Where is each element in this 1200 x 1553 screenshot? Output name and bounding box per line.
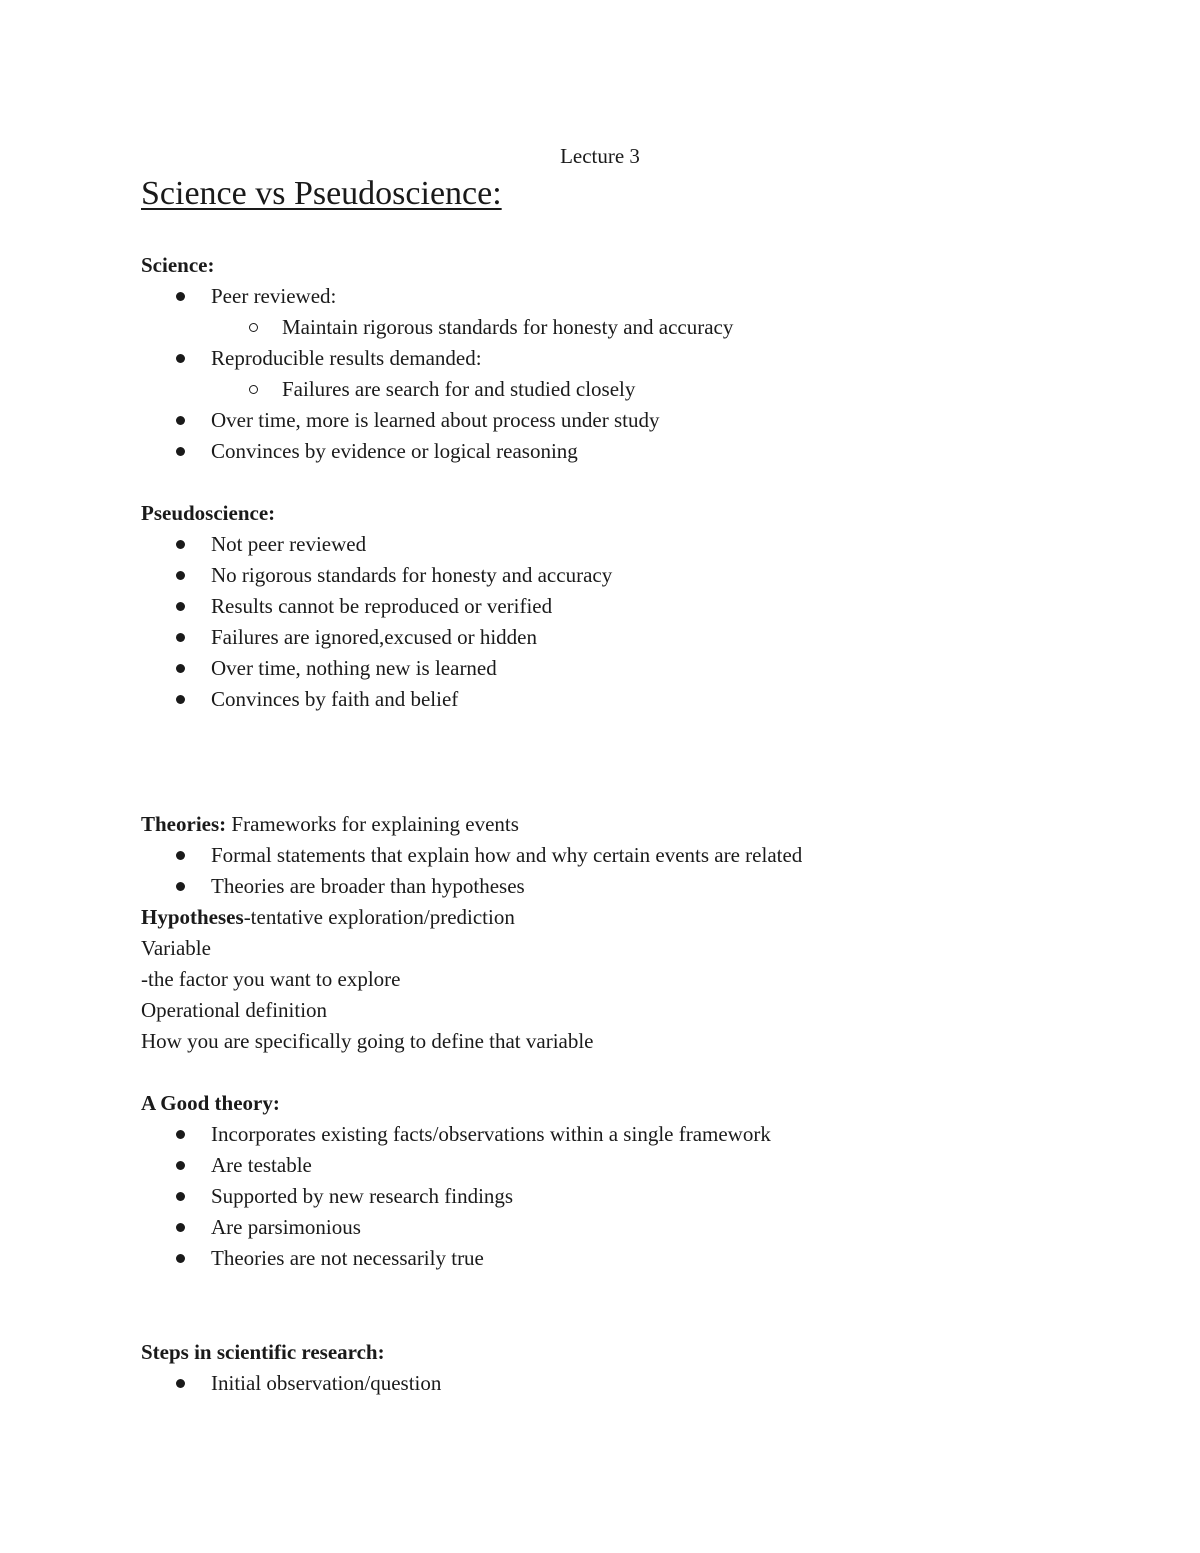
list-item: Supported by new research findings bbox=[176, 1181, 185, 1212]
operational-text: How you are specifically going to define that variable bbox=[141, 1029, 594, 1053]
list-item: Results cannot be reproduced or verified bbox=[176, 591, 185, 622]
bullet-icon bbox=[176, 695, 185, 704]
bullet-icon bbox=[176, 1379, 185, 1388]
bullet-icon bbox=[176, 664, 185, 673]
bullet-icon bbox=[176, 354, 185, 363]
bullet-icon bbox=[176, 1192, 185, 1201]
list-item: Are parsimonious bbox=[176, 1212, 185, 1243]
variable-label: Variable bbox=[141, 936, 211, 960]
sub-list-item: Failures are search for and studied closely bbox=[249, 374, 258, 405]
list-item: Are testable bbox=[176, 1150, 185, 1181]
bullet-icon bbox=[176, 292, 185, 301]
theories-text: Frameworks for explaining events bbox=[226, 812, 519, 836]
bullet-icon bbox=[176, 571, 185, 580]
bullet-icon bbox=[176, 416, 185, 425]
theories-label: Theories: bbox=[141, 812, 227, 836]
list-item: Over time, nothing new is learned bbox=[176, 653, 185, 684]
hypotheses-text: -tentative exploration/prediction bbox=[243, 905, 515, 929]
hypotheses-line bbox=[141, 902, 515, 933]
bullet-icon bbox=[176, 633, 185, 642]
list-item: No rigorous standards for honesty and accuracy bbox=[176, 560, 185, 591]
science-heading: Science: bbox=[141, 253, 215, 277]
good-theory-heading: A Good theory: bbox=[141, 1091, 280, 1115]
pseudoscience-heading: Pseudoscience: bbox=[141, 501, 276, 525]
list-item: Over time, more is learned about process under study bbox=[176, 405, 185, 436]
document-title: Science vs Pseudoscience: bbox=[141, 175, 502, 212]
bullet-icon bbox=[176, 851, 185, 860]
bullet-icon bbox=[176, 1223, 185, 1232]
list-item: Formal statements that explain how and why certain events are related bbox=[176, 840, 185, 871]
document-header: Lecture 3 bbox=[560, 144, 640, 168]
bullet-icon bbox=[176, 882, 185, 891]
bullet-icon bbox=[176, 1254, 185, 1263]
list-item: Convinces by evidence or logical reasoning bbox=[176, 436, 185, 467]
list-item: Convinces by faith and belief bbox=[176, 684, 185, 715]
operational-label: Operational definition bbox=[141, 998, 328, 1022]
bullet-icon bbox=[176, 447, 185, 456]
hollow-bullet-icon bbox=[249, 323, 258, 332]
hypotheses-label: Hypotheses bbox=[141, 905, 244, 929]
bullet-icon bbox=[176, 540, 185, 549]
list-item: Theories are broader than hypotheses bbox=[176, 871, 185, 902]
bullet-icon bbox=[176, 1130, 185, 1139]
bullet-icon bbox=[176, 1161, 185, 1170]
bullet-icon bbox=[176, 602, 185, 611]
variable-text: -the factor you want to explore bbox=[141, 967, 401, 991]
list-item: Not peer reviewed bbox=[176, 529, 185, 560]
list-item: Initial observation/question bbox=[176, 1368, 185, 1399]
list-item: Peer reviewed: bbox=[176, 281, 185, 312]
hollow-bullet-icon bbox=[249, 385, 258, 394]
list-item: Failures are ignored,excused or hidden bbox=[176, 622, 185, 653]
theories-line bbox=[141, 809, 519, 840]
list-item: Reproducible results demanded: bbox=[176, 343, 185, 374]
list-item: Theories are not necessarily true bbox=[176, 1243, 185, 1274]
sub-list-item: Maintain rigorous standards for honesty and accuracy bbox=[249, 312, 258, 343]
list-item: Incorporates existing facts/observations within a single framework bbox=[176, 1119, 185, 1150]
steps-heading: Steps in scientific research: bbox=[141, 1340, 385, 1364]
